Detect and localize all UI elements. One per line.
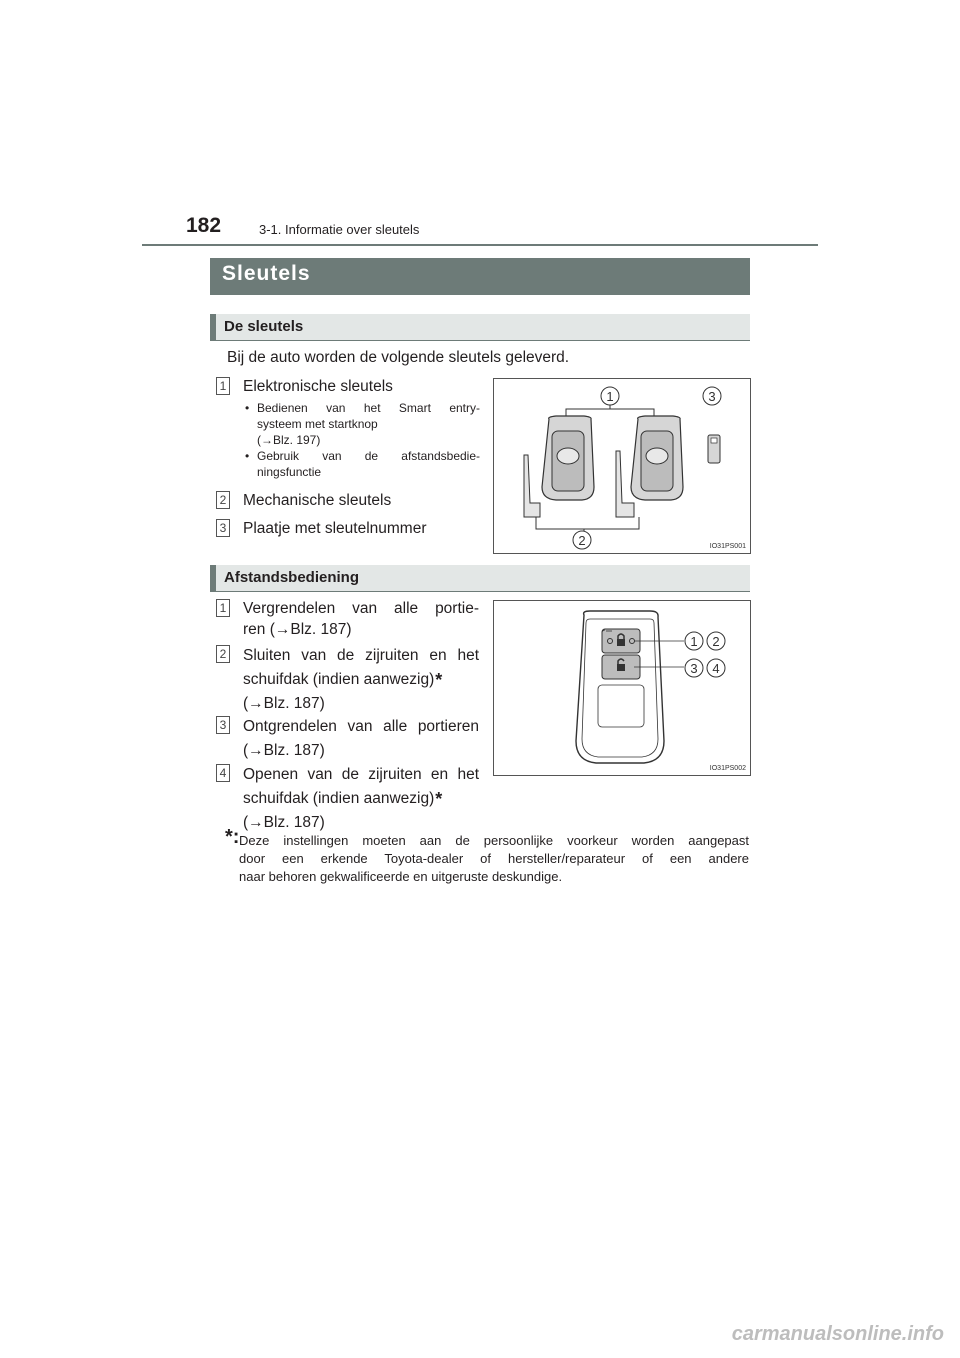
number-box: 3 [216,519,230,537]
page-number: 182 [186,214,222,237]
section-heading-label: De sleutels [224,318,304,335]
item-text [243,644,479,716]
section-title: 3-1. Informatie over sleutels [259,222,420,237]
footnote-marker: *: [225,826,240,848]
item-text [243,715,479,763]
intro-text: Bij de auto worden de volgende sleutels geleverd. [227,349,570,366]
item-text: Elektronische sleutels [243,378,393,395]
key-number-plate-icon [708,435,720,463]
callout-3: 3 [690,661,698,676]
bullet-line: systeem met startknop [257,417,378,431]
item-line: (→Blz. 187) [243,814,325,831]
item-text [243,763,479,835]
item-line: Sluiten van de zijruiten en het [243,647,479,664]
footnote-marker: * [435,670,443,690]
remote-drawing [494,601,750,775]
item-line: (→Blz. 187) [243,742,325,759]
callout-1: 1 [690,634,698,649]
figure-code: IO31PS002 [709,765,746,772]
smart-key-icon [631,416,683,500]
number-box: 1 [216,599,230,617]
remote-illustration [493,600,751,776]
item-text [243,598,479,640]
watermark: carmanualsonline.info [731,1323,944,1345]
item-line-text: schuifdak (indien aanwezig) [243,790,435,807]
callout-2: 2 [578,533,586,548]
remote-key-icon [576,611,664,763]
bullet-line: ningsfunctie [257,465,322,479]
footnote-line: Deze instellingen moeten aan de persoonlijke voorkeur worden aangepast [239,833,749,848]
mechanical-key-icon [524,455,540,517]
main-title-bar [210,258,750,295]
number-box: 2 [216,645,230,663]
footnote-line: door een erkende Toyota-dealer of hersteller/reparateur of een andere [239,851,749,866]
item-line-text: schuifdak (indien aanwezig) [243,671,435,688]
item-line [243,668,479,692]
number-box: 1 [216,377,230,395]
footnote-marker: * [435,789,443,809]
smart-key-icon [542,416,594,500]
figure-code: IO31PS001 [709,543,746,550]
item-line: Ontgrendelen van alle portieren [243,718,479,735]
header-rule [142,244,818,246]
section-heading-afstandsbediening [210,565,750,592]
item-line [243,787,479,811]
main-title: Sleutels [222,262,311,285]
bullet-list [243,400,480,480]
number-box: 4 [216,764,230,782]
section-heading-de-sleutels [210,314,750,341]
bullet-line: • Bedienen van het Smart entry- [257,401,480,415]
section-heading-label: Afstandsbediening [224,569,360,586]
keys-drawing [494,379,750,553]
bullet-item [243,400,480,448]
item-text: Mechanische sleutels [243,492,392,509]
number-box: 2 [216,491,230,509]
callout-3: 3 [708,389,716,404]
item-line: Vergrendelen van alle portie- [243,600,479,617]
bullet-item [243,448,480,480]
bullet-line: (→Blz. 197) [257,433,321,447]
item-text: Plaatje met sleutelnummer [243,520,427,537]
callout-4: 4 [712,661,720,676]
number-box: 3 [216,716,230,734]
callout-2: 2 [712,634,720,649]
item-line: Openen van de zijruiten en het [243,766,479,783]
bullet-line: • Gebruik van de afstandsbedie- [257,449,480,463]
keys-illustration [493,378,751,554]
heading-accent [210,314,216,340]
item-line: (→Blz. 187) [243,695,325,712]
footnote-line: naar behoren gekwalificeerde en uitgeruste deskundige. [239,869,563,884]
callout-1: 1 [606,389,614,404]
heading-accent [210,565,216,591]
footnote-text [239,832,749,886]
item-line: ren (→Blz. 187) [243,621,352,638]
